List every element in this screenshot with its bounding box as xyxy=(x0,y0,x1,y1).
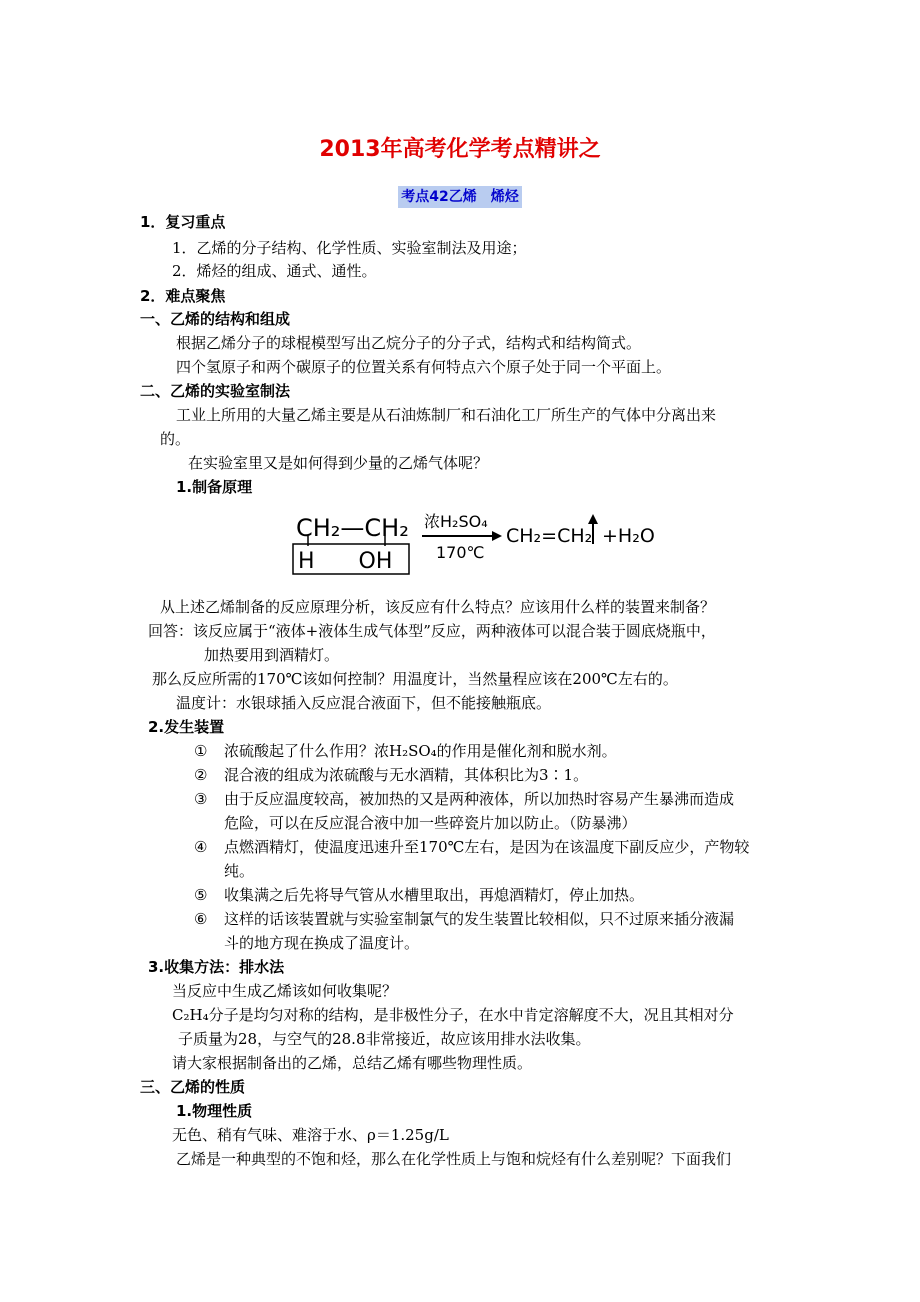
apparatus-item-1 xyxy=(194,741,617,761)
part3-para-2: 乙烯是一种典型的不饱和烃，那么在化学性质上与饱和烷烃有什么差别呢？下面我们 xyxy=(176,1150,732,1168)
section-heading-difficulties: 2．难点聚焦 xyxy=(140,287,226,305)
part3-sub-heading-physical: 1.物理性质 xyxy=(176,1102,253,1120)
subtitle-wrap xyxy=(0,186,920,208)
page-subtitle: 考点42乙烯 烯烃 xyxy=(398,186,521,208)
list-text: 混合液的组成为浓硫酸与无水酒精，其体积比为3∶1。 xyxy=(224,766,589,784)
section-heading-review: 1．复习重点 xyxy=(140,213,226,231)
list-marker: ③ xyxy=(194,790,208,808)
reactant-bottom: H OH xyxy=(298,549,393,574)
product-water: +H₂O xyxy=(602,525,655,547)
list-text: 收集满之后先将导气管从水槽里取出，再熄酒精灯，停止加热。 xyxy=(224,886,645,904)
reaction-equation xyxy=(290,500,670,584)
apparatus-item-2 xyxy=(194,765,588,785)
page-title: 2013年高考化学考点精讲之 xyxy=(319,137,601,162)
part1-para-1: 根据乙烯分子的球棍模型写出乙烷分子的分子式，结构式和结构简式。 xyxy=(176,334,642,352)
part2-para-1a: 工业上所用的大量乙烯主要是从石油炼制厂和石油化工厂所生产的气体中分离出来 xyxy=(176,406,717,424)
part1-heading: 一、乙烯的结构和组成 xyxy=(140,310,291,328)
question-1: 从上述乙烯制备的反应原理分析，该反应有什么特点？应该用什么样的装置来制备？ xyxy=(160,598,716,616)
product-ethylene: CH₂=CH₂ xyxy=(506,525,593,547)
question-2: 那么反应所需的170℃该如何控制？用温度计，当然量程应该在200℃左右的。 xyxy=(152,670,678,688)
apparatus-item-5 xyxy=(194,885,644,905)
part1-para-2: 四个氢原子和两个碳原子的位置关系有何特点六个原子处于同一个平面上。 xyxy=(176,358,672,376)
collection-para-2b: 子质量为28，与空气的28.8非常接近，故应该用排水法收集。 xyxy=(178,1030,591,1048)
part2-para-2: 在实验室里又是如何得到少量的乙烯气体呢？ xyxy=(188,454,489,472)
part2-para-1b: 的。 xyxy=(160,430,191,448)
list-marker: ⑤ xyxy=(194,886,208,904)
review-item-1: 1．乙烯的分子结构、化学性质、实验室制法及用途； xyxy=(172,239,527,257)
apparatus-item-4-cont: 纯。 xyxy=(224,862,255,880)
list-marker: ⑥ xyxy=(194,910,208,928)
list-text: 由于反应温度较高，被加热的又是两种液体，所以加热时容易产生暴沸而造成 xyxy=(224,790,735,808)
collection-para-2a: C₂H₄分子是均匀对称的结构，是非极性分子，在水中肯定溶解度不大，况且其相对分 xyxy=(172,1006,734,1024)
condition-bottom: 170℃ xyxy=(436,543,485,562)
list-text: 点燃酒精灯，使温度迅速升至170℃左右，是因为在该温度下副反应少，产物较 xyxy=(224,838,750,856)
part2-sub-heading-collection: 3.收集方法：排水法 xyxy=(148,958,285,976)
list-text: 这样的话该装置就与实验室制氯气的发生装置比较相似，只不过原来插分液漏 xyxy=(224,910,735,928)
reactant-top: CH₂—CH₂ xyxy=(296,514,409,542)
list-marker: ④ xyxy=(194,838,208,856)
part2-sub-heading-apparatus: 2.发生装置 xyxy=(148,718,225,736)
collection-para-1: 当反应中生成乙烯该如何收集呢？ xyxy=(172,982,398,1000)
part3-heading: 三、乙烯的性质 xyxy=(140,1078,246,1096)
list-marker: ① xyxy=(194,742,208,760)
part2-sub-heading-principle: 1.制备原理 xyxy=(176,478,253,496)
thermometer-note: 温度计：水银球插入反应混合液面下，但不能接触瓶底。 xyxy=(176,694,552,712)
list-marker: ② xyxy=(194,766,208,784)
apparatus-item-6 xyxy=(194,909,734,929)
condition-top: 浓H₂SO₄ xyxy=(424,512,488,531)
part2-heading: 二、乙烯的实验室制法 xyxy=(140,382,291,400)
list-text: 浓硫酸起了什么作用？浓H₂SO₄的作用是催化剂和脱水剂。 xyxy=(224,742,617,760)
collection-para-3: 请大家根据制备出的乙烯，总结乙烯有哪些物理性质。 xyxy=(172,1054,533,1072)
answer-1b: 加热要用到酒精灯。 xyxy=(204,646,340,664)
apparatus-item-4 xyxy=(194,837,749,857)
answer-1a: 回答：该反应属于“液体+液体生成气体型”反应，两种液体可以混合装于圆底烧瓶中， xyxy=(148,622,716,640)
apparatus-item-6-cont: 斗的地方现在换成了温度计。 xyxy=(224,934,420,952)
physical-props: 无色、稍有气味、难溶于水、ρ＝1.25g/L xyxy=(172,1126,449,1144)
gas-up-arrow-head xyxy=(588,514,598,524)
reaction-arrow-head xyxy=(492,531,502,541)
apparatus-item-3 xyxy=(194,789,734,809)
apparatus-item-3-cont: 危险，可以在反应混合液中加一些碎瓷片加以防止。（防暴沸） xyxy=(224,814,637,832)
reaction-equation-svg xyxy=(290,500,670,584)
review-item-2: 2．烯烃的组成、通式、通性。 xyxy=(172,262,377,280)
